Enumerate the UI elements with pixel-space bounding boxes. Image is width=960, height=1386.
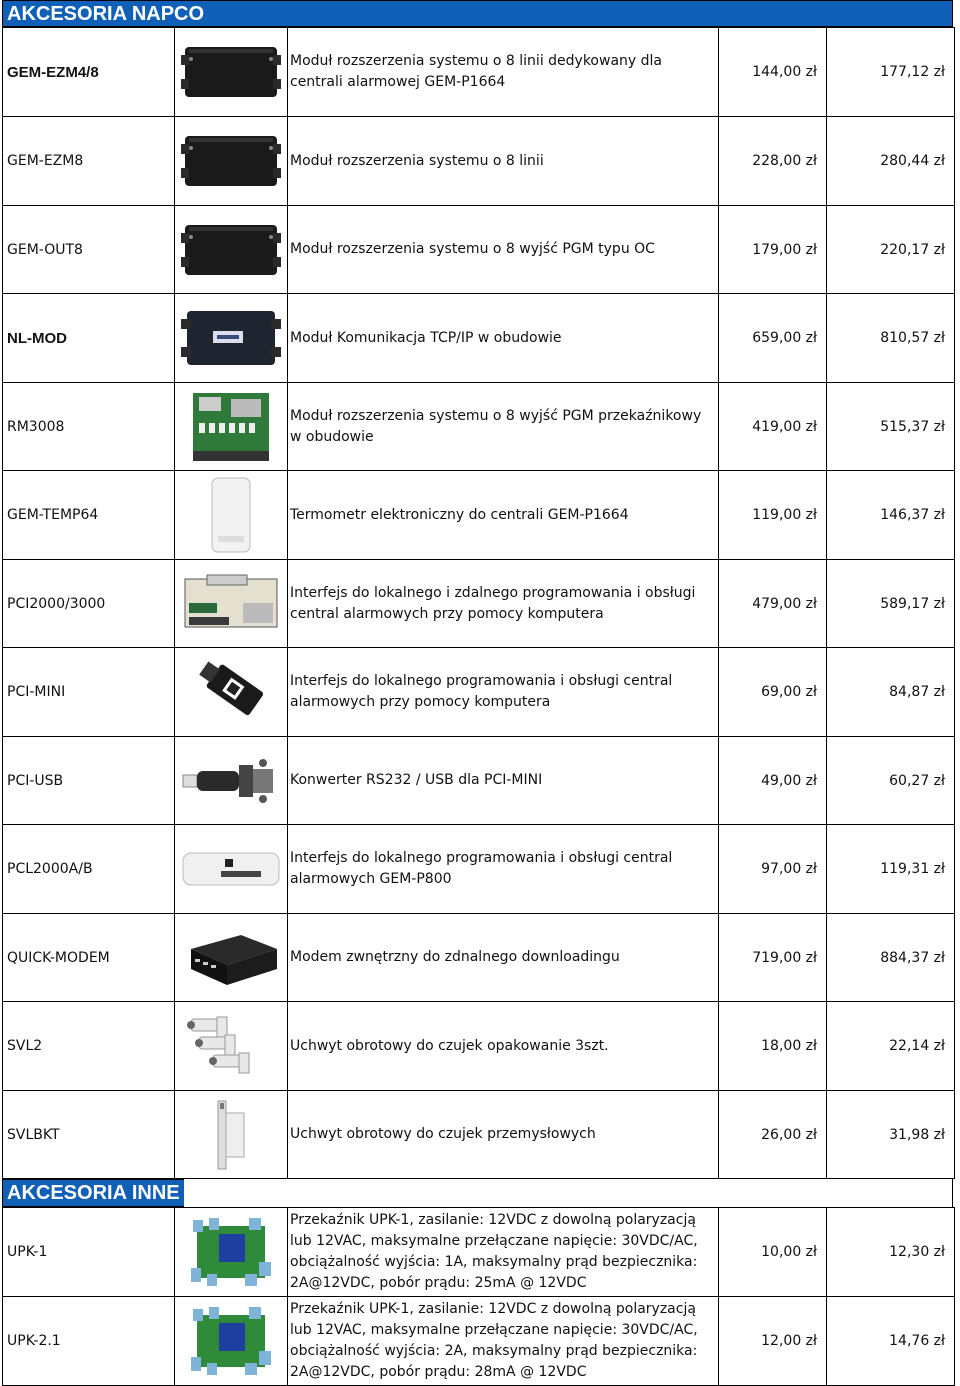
relay-pcb-image — [175, 1297, 288, 1386]
product-code: GEM-EZM4/8 — [3, 28, 175, 117]
product-description: Interfejs do lokalnego i zdalnego programowania i obsługi central alarmowych przy pomocy komputera — [288, 560, 719, 648]
table-row — [3, 1091, 955, 1179]
swivel-bracket-image — [175, 1002, 288, 1091]
product-code: PCI-MINI — [3, 648, 175, 737]
netlink-module-image — [175, 294, 288, 383]
product-description: Modem zwnętrzny do zdnalnego downloadingu — [288, 914, 719, 1002]
price-net: 69,00 zł — [719, 648, 827, 737]
product-description: Moduł rozszerzenia systemu o 8 linii — [288, 117, 719, 206]
price-net: 97,00 zł — [719, 825, 827, 914]
product-description: Konwerter RS232 / USB dla PCI-MINI — [288, 737, 719, 825]
price-gross: 14,76 zł — [827, 1297, 955, 1386]
price-net: 659,00 zł — [719, 294, 827, 383]
price-net: 49,00 zł — [719, 737, 827, 825]
product-code: GEM-TEMP64 — [3, 471, 175, 560]
price-gross: 280,44 zł — [827, 117, 955, 206]
section-header-akcesoria-napco: AKCESORIA NAPCO — [2, 0, 953, 27]
price-gross: 12,30 zł — [827, 1208, 955, 1297]
black-module-box-image — [175, 28, 288, 117]
product-description: Przekaźnik UPK-1, zasilanie: 12VDC z dowolną polaryzacją lub 12VAC, maksymalne przełączane napięcie: 30VDC/AC, obciążalność wyjścia: 2A, maksymalny prąd bezpiecznika: 2A@12VDC, pobór prądu: 28mA @ 12VDC — [288, 1297, 719, 1386]
product-description: Moduł rozszerzenia systemu o 8 wyjść PGM typu OC — [288, 206, 719, 294]
price-net: 228,00 zł — [719, 117, 827, 206]
table-row — [3, 914, 955, 1002]
price-gross: 60,27 zł — [827, 737, 955, 825]
price-gross: 84,87 zł — [827, 648, 955, 737]
price-gross: 146,37 zł — [827, 471, 955, 560]
product-code: UPK-2.1 — [3, 1297, 175, 1386]
product-description: Moduł rozszerzenia systemu o 8 linii dedykowany dla centrali alarmowej GEM-P1664 — [288, 28, 719, 117]
price-gross: 810,57 zł — [827, 294, 955, 383]
pcl-interface-image — [175, 825, 288, 914]
product-code: NL-MOD — [3, 294, 175, 383]
price-net: 479,00 zł — [719, 560, 827, 648]
pci-board-image — [175, 560, 288, 648]
price-gross: 884,37 zł — [827, 914, 955, 1002]
price-gross: 589,17 zł — [827, 560, 955, 648]
modem-box-image — [175, 914, 288, 1002]
product-description: Interfejs do lokalnego programowania i obsługi central alarmowych przy pomocy komputera — [288, 648, 719, 737]
price-gross: 22,14 zł — [827, 1002, 955, 1091]
thermometer-sensor-image — [175, 471, 288, 560]
table-row — [3, 648, 955, 737]
table-row — [3, 28, 955, 117]
product-code: SVL2 — [3, 1002, 175, 1091]
product-code: PCL2000A/B — [3, 825, 175, 914]
price-net: 119,00 zł — [719, 471, 827, 560]
table-row — [3, 737, 955, 825]
price-net: 10,00 zł — [719, 1208, 827, 1297]
product-description: Termometr elektroniczny do centrali GEM-P1664 — [288, 471, 719, 560]
price-net: 179,00 zł — [719, 206, 827, 294]
relay-pcb-image — [175, 1208, 288, 1297]
price-net: 719,00 zł — [719, 914, 827, 1002]
product-description: Moduł rozszerzenia systemu o 8 wyjść PGM przekaźnikowy w obudowie — [288, 383, 719, 471]
table-row — [3, 560, 955, 648]
black-module-box-image — [175, 117, 288, 206]
price-gross: 119,31 zł — [827, 825, 955, 914]
product-description: Uchwyt obrotowy do czujek opakowanie 3szt. — [288, 1002, 719, 1091]
product-table-napco — [2, 27, 955, 1179]
price-net: 12,00 zł — [719, 1297, 827, 1386]
table-row — [3, 294, 955, 383]
price-net: 18,00 zł — [719, 1002, 827, 1091]
price-gross: 515,37 zł — [827, 383, 955, 471]
price-gross: 177,12 zł — [827, 28, 955, 117]
relay-board-image — [175, 383, 288, 471]
price-net: 144,00 zł — [719, 28, 827, 117]
product-description: Interfejs do lokalnego programowania i obsługi central alarmowych GEM-P800 — [288, 825, 719, 914]
table-row — [3, 383, 955, 471]
product-code: UPK-1 — [3, 1208, 175, 1297]
table-row — [3, 825, 955, 914]
usb-serial-converter-image — [175, 737, 288, 825]
table-row — [3, 471, 955, 560]
price-gross: 220,17 zł — [827, 206, 955, 294]
price-gross: 31,98 zł — [827, 1091, 955, 1179]
table-row — [3, 117, 955, 206]
table-row — [3, 1002, 955, 1091]
section-header-row — [2, 1179, 953, 1207]
pci-mini-adapter-image — [175, 648, 288, 737]
product-code: GEM-EZM8 — [3, 117, 175, 206]
product-table-inne — [2, 1207, 955, 1386]
product-code: PCI-USB — [3, 737, 175, 825]
product-code: GEM-OUT8 — [3, 206, 175, 294]
section-header-akcesoria-inne: AKCESORIA INNE — [2, 1179, 184, 1207]
product-description: Uchwyt obrotowy do czujek przemysłowych — [288, 1091, 719, 1179]
price-net: 26,00 zł — [719, 1091, 827, 1179]
product-code: RM3008 — [3, 383, 175, 471]
table-row — [3, 206, 955, 294]
product-code: QUICK-MODEM — [3, 914, 175, 1002]
table-row — [3, 1208, 955, 1297]
table-row — [3, 1297, 955, 1386]
price-net: 419,00 zł — [719, 383, 827, 471]
price-list — [2, 0, 953, 1386]
product-code: PCI2000/3000 — [3, 560, 175, 648]
industrial-bracket-image — [175, 1091, 288, 1179]
black-module-box-image — [175, 206, 288, 294]
product-code: SVLBKT — [3, 1091, 175, 1179]
product-description: Przekaźnik UPK-1, zasilanie: 12VDC z dowolną polaryzacją lub 12VAC, maksymalne przełączane napięcie: 30VDC/AC, obciążalność wyjścia: 1A, maksymalny prąd bezpiecznika: 2A@12VDC, pobór prądu: 25mA @ 12VDC — [288, 1208, 719, 1297]
product-description: Moduł Komunikacja TCP/IP w obudowie — [288, 294, 719, 383]
